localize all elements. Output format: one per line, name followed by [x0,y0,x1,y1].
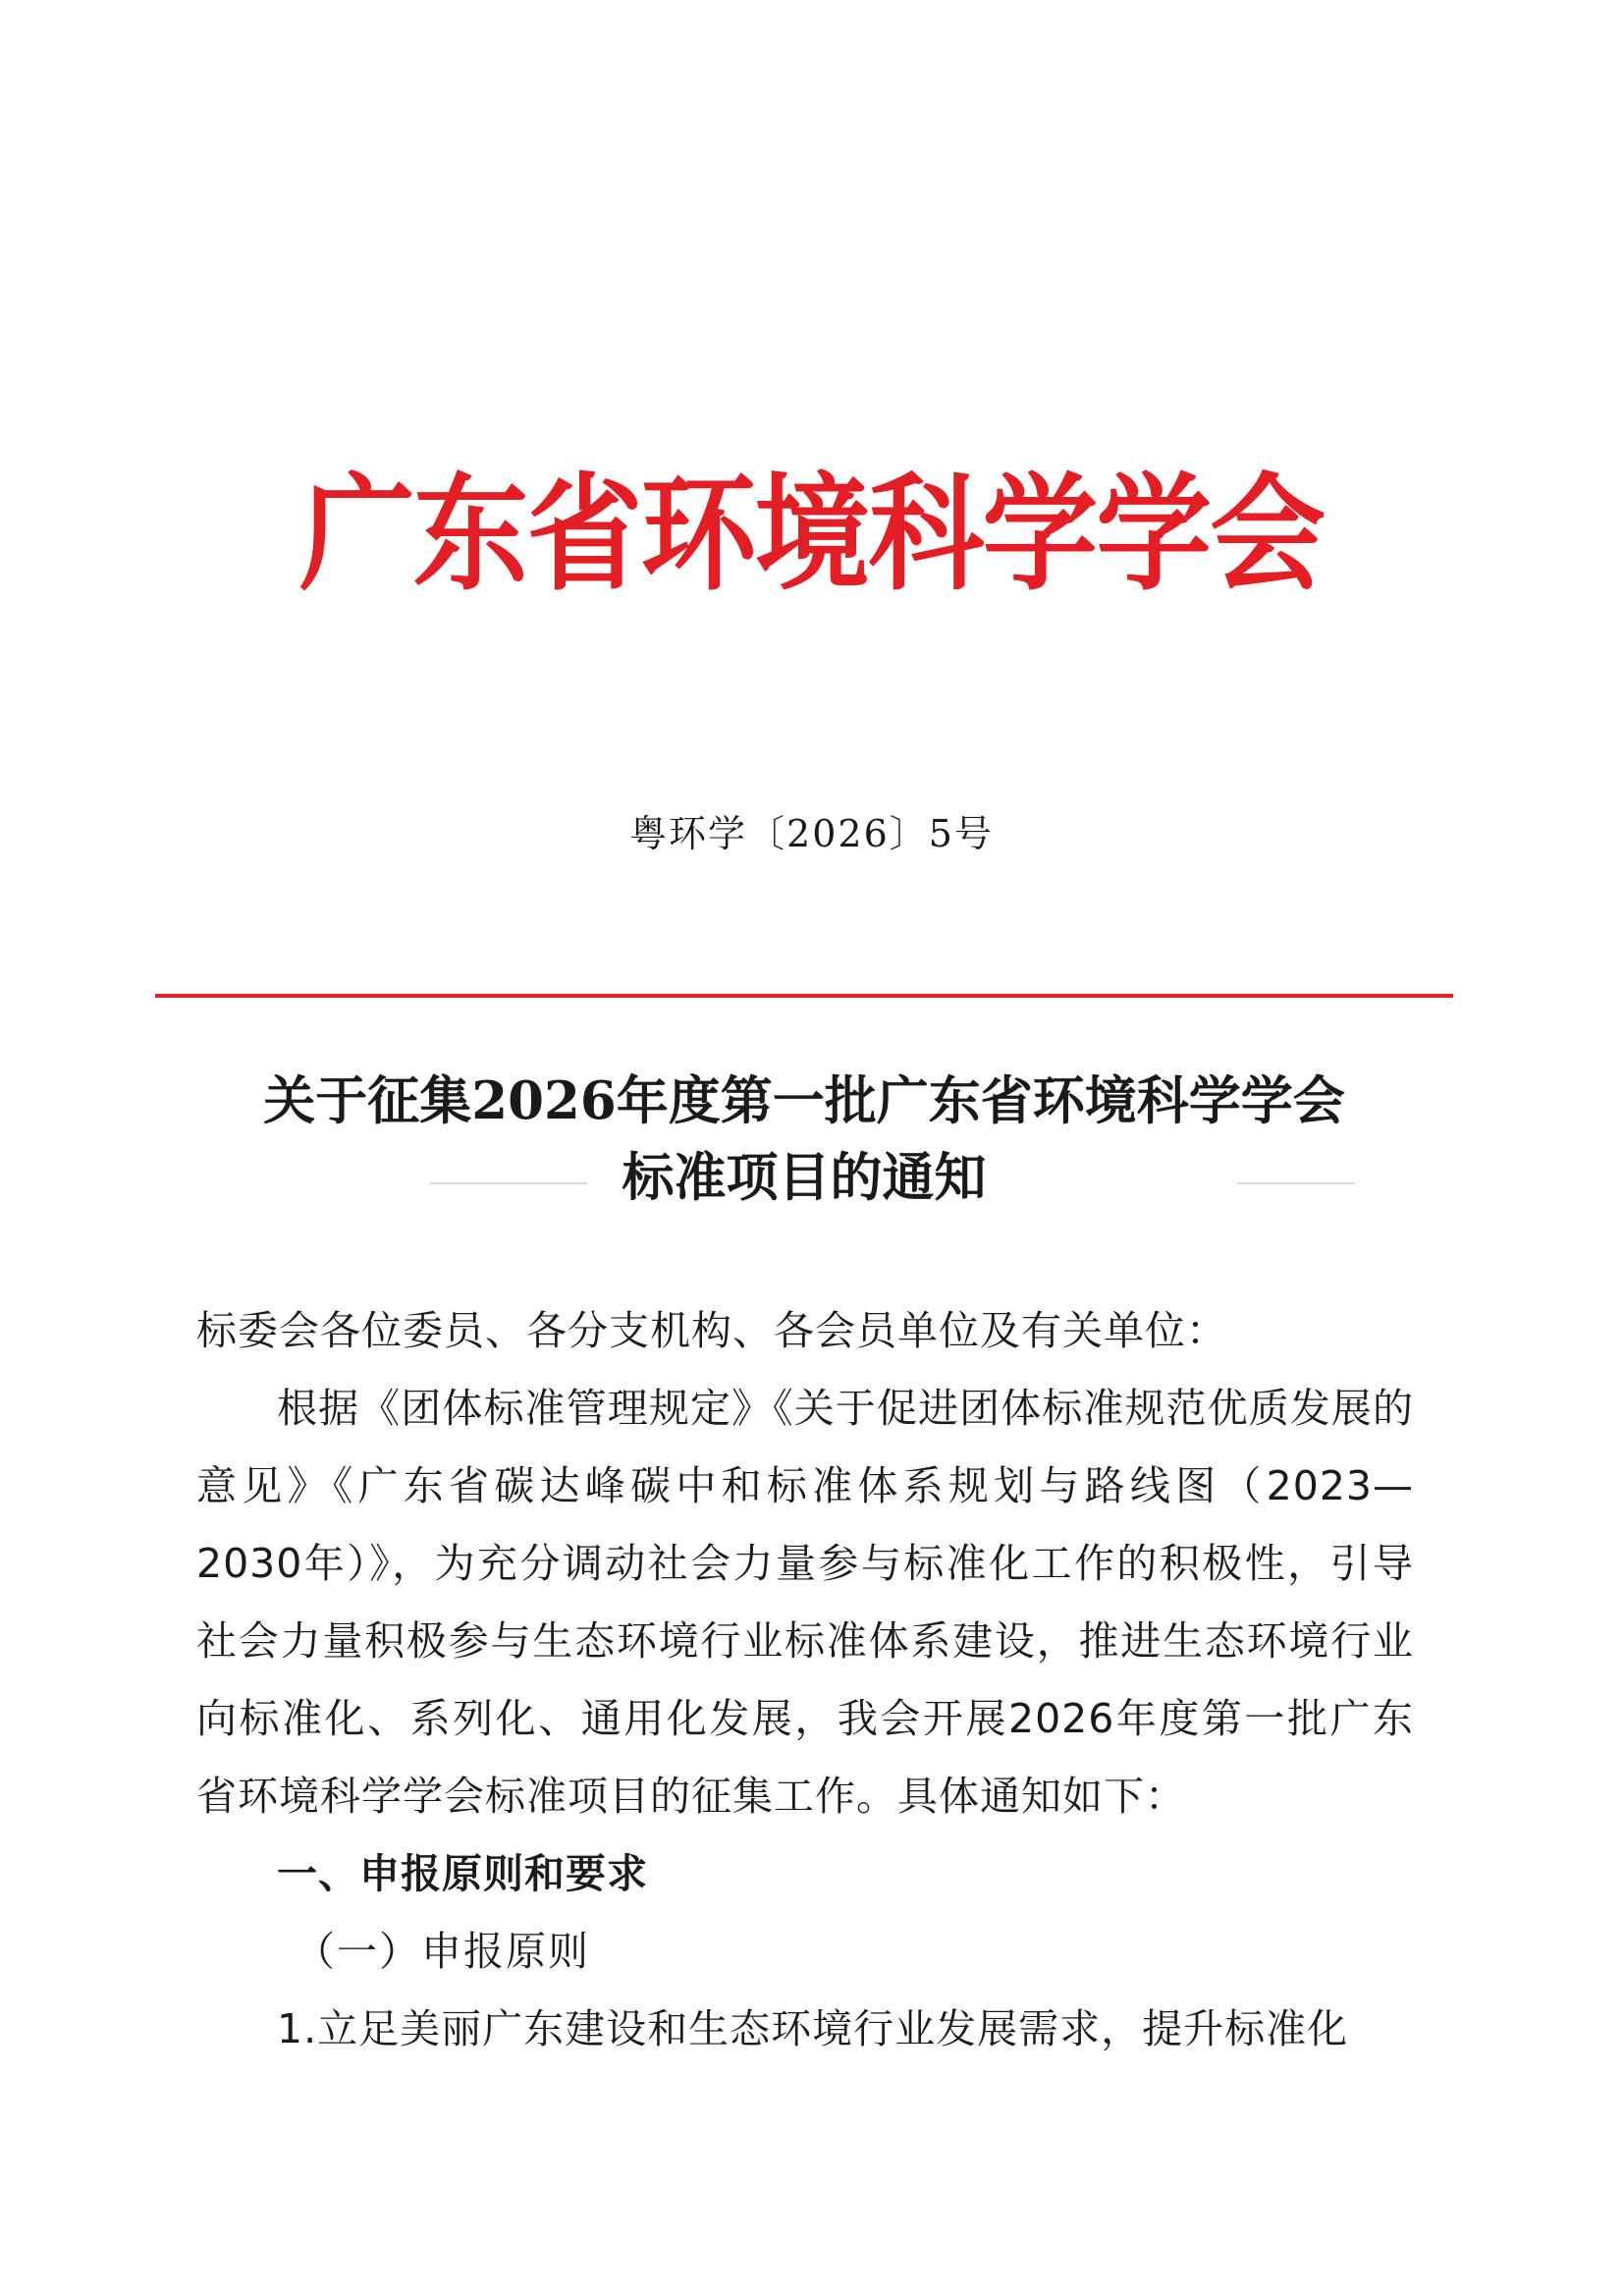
list-item: 1.立足美丽广东建设和生态环境行业发展需求，提升标准化 [277,2005,1349,2052]
section-heading: 一、申报原则和要求 [277,1850,648,1897]
intro-paragraph: 根据《团体标准管理规定》《关于促进团体标准规范优质发展的意见》《广东省碳达峰碳中和标准体系规划与路线图（2023—2030年）》，为充分调动社会力量参与标准化工作的积极性，引导社会力量积极参与生态环境行业标准体系建设，推进生态环境行业向标准化、系列化、通用化发展，我会开展2026年度第一批广东省环境科学学会标准项目的征集工作。具体通知如下： [196,1385,1414,1820]
salutation: 标委会各位委员、各分支机构、各会员单位及有关单位： [196,1307,1227,1354]
document-body [196,1292,1414,2068]
document-title [155,1063,1453,1216]
title-line-1: 关于征集2026年度第一批广东省环境科学学会 [263,1070,1345,1131]
red-header-divider [155,994,1453,998]
document-number: 粤环学〔2026〕5号 [629,812,994,855]
title-underline-right [1237,1182,1355,1184]
organization-masthead: 广东省环境科学学会 [298,461,1325,608]
title-underline-left [430,1182,587,1184]
subsection-heading: （一）申报原则 [295,1928,590,1975]
title-line-2: 标准项目的通知 [622,1147,987,1208]
